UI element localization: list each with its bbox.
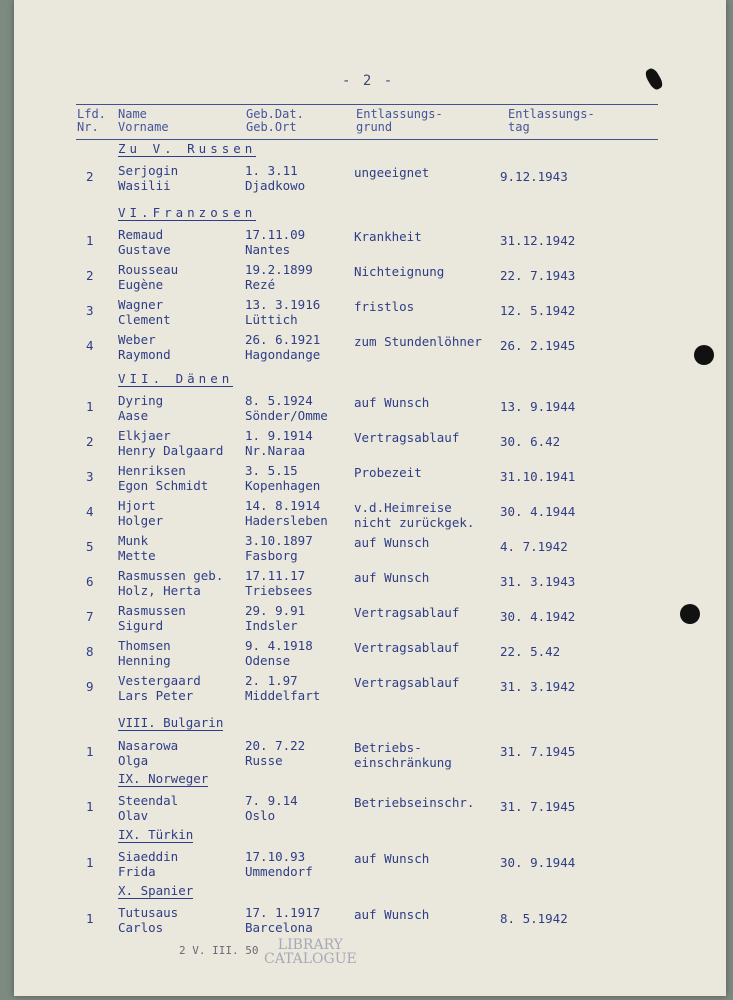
entry-tag: 30. 4.1944 xyxy=(500,504,576,519)
entry-vorname: Lars Peter xyxy=(118,688,194,703)
entry-nr: 6 xyxy=(86,574,94,589)
entry-geb-ort: Middelfart xyxy=(245,688,321,703)
entry-geb-dat: 2. 1.97 xyxy=(245,673,298,688)
entry-grund: auf Wunsch xyxy=(354,851,430,866)
entry-grund: fristlos xyxy=(354,299,415,314)
entry-name: Wagner xyxy=(118,297,164,312)
section-title: Zu V. Russen xyxy=(118,141,257,156)
entry-nr: 8 xyxy=(86,644,94,659)
entry-geb-ort: Sönder/Omme xyxy=(245,408,328,423)
entry-name: Rasmussen geb. xyxy=(118,568,224,583)
header-geb-line1: Geb.Dat. xyxy=(246,107,304,121)
entry-geb-dat: 17.10.93 xyxy=(245,849,306,864)
entry-geb-ort: Hagondange xyxy=(245,347,321,362)
entry-grund: Probezeit xyxy=(354,465,422,480)
entry-vorname: Raymond xyxy=(118,347,171,362)
header-name-line1: Name xyxy=(118,107,147,121)
entry-vorname: Holz, Herta xyxy=(118,583,201,598)
entry-vorname: Holger xyxy=(118,513,164,528)
entry-geb-dat: 17. 1.1917 xyxy=(245,905,321,920)
section-title: VII. Dänen xyxy=(118,371,234,386)
document-page xyxy=(14,0,726,996)
entry-geb-dat: 17.11.09 xyxy=(245,227,306,242)
entry-nr: 2 xyxy=(86,268,94,283)
entry-geb-ort: Hadersleben xyxy=(245,513,328,528)
stamp-date: 2 V. III. 50 xyxy=(179,944,259,957)
entry-geb-dat: 9. 4.1918 xyxy=(245,638,313,653)
entry-vorname: Gustave xyxy=(118,242,171,257)
entry-tag: 8. 5.1942 xyxy=(500,911,568,926)
entry-grund: Nichteignung xyxy=(354,264,445,279)
entry-geb-dat: 8. 5.1924 xyxy=(245,393,313,408)
entry-tag: 13. 9.1944 xyxy=(500,399,576,414)
entry-name: Rasmussen xyxy=(118,603,186,618)
entry-vorname: Carlos xyxy=(118,920,164,935)
entry-nr: 1 xyxy=(86,911,94,926)
entry-geb-dat: 1. 3.11 xyxy=(245,163,298,178)
entry-vorname: Clement xyxy=(118,312,171,327)
entry-geb-ort: Kopenhagen xyxy=(245,478,321,493)
entry-name: Thomsen xyxy=(118,638,171,653)
entry-nr: 5 xyxy=(86,539,94,554)
entry-vorname: Aase xyxy=(118,408,149,423)
section-title: X. Spanier xyxy=(118,883,194,898)
section-title: VIII. Bulgarin xyxy=(118,715,224,730)
header-lfd-line1: Lfd. xyxy=(77,107,106,121)
entry-geb-dat: 1. 9.1914 xyxy=(245,428,313,443)
entry-grund: Vertragsablauf xyxy=(354,675,460,690)
entry-grund: auf Wunsch xyxy=(354,907,430,922)
entry-tag: 30. 9.1944 xyxy=(500,855,576,870)
entry-geb-ort: Djadkowo xyxy=(245,178,306,193)
entry-name: Steendal xyxy=(118,793,179,808)
entry-grund: Vertragsablauf xyxy=(354,605,460,620)
entry-name: Tutusaus xyxy=(118,905,179,920)
entry-geb-ort: Nantes xyxy=(245,242,291,257)
entry-geb-ort: Odense xyxy=(245,653,291,668)
entry-nr: 2 xyxy=(86,434,94,449)
entry-geb-dat: 19.2.1899 xyxy=(245,262,313,277)
entry-tag: 22. 5.42 xyxy=(500,644,561,659)
entry-tag: 22. 7.1943 xyxy=(500,268,576,283)
entry-grund: auf Wunsch xyxy=(354,535,430,550)
entry-nr: 1 xyxy=(86,744,94,759)
entry-geb-dat: 3. 5.15 xyxy=(245,463,298,478)
entry-grund: Vertragsablauf xyxy=(354,640,460,655)
entry-geb-dat: 3.10.1897 xyxy=(245,533,313,548)
entry-tag: 30. 6.42 xyxy=(500,434,561,449)
entry-nr: 4 xyxy=(86,504,94,519)
entry-geb-dat: 14. 8.1914 xyxy=(245,498,321,513)
entry-grund: Krankheit xyxy=(354,229,422,244)
entry-nr: 4 xyxy=(86,338,94,353)
entry-geb-ort: Ummendorf xyxy=(245,864,313,879)
entry-geb-ort: Russe xyxy=(245,753,283,768)
entry-grund-line2: nicht zurückgek. xyxy=(354,515,475,530)
entry-geb-ort: Lüttich xyxy=(245,312,298,327)
page-number: - 2 - xyxy=(342,73,395,89)
entry-name: Remaud xyxy=(118,227,164,242)
entry-grund: auf Wunsch xyxy=(354,570,430,585)
entry-tag: 31.12.1942 xyxy=(500,233,576,248)
entry-nr: 2 xyxy=(86,169,94,184)
section-title: IX. Türkin xyxy=(118,827,194,842)
entry-nr: 1 xyxy=(86,799,94,814)
entry-geb-ort: Barcelona xyxy=(245,920,313,935)
entry-vorname: Henning xyxy=(118,653,171,668)
entry-name: Vestergaard xyxy=(118,673,201,688)
entry-tag: 31. 3.1942 xyxy=(500,679,576,694)
entry-nr: 9 xyxy=(86,679,94,694)
entry-grund: ungeeignet xyxy=(354,165,430,180)
entry-name: Weber xyxy=(118,332,156,347)
entry-geb-ort: Rezé xyxy=(245,277,276,292)
entry-name: Henriksen xyxy=(118,463,186,478)
entry-tag: 30. 4.1942 xyxy=(500,609,576,624)
entry-grund: auf Wunsch xyxy=(354,395,430,410)
header-geb-line2: Geb.Ort xyxy=(246,120,297,134)
stamp-line1: LIBRARY xyxy=(277,937,343,953)
entry-geb-dat: 26. 6.1921 xyxy=(245,332,321,347)
entry-vorname: Mette xyxy=(118,548,156,563)
entry-nr: 3 xyxy=(86,469,94,484)
entry-grund: zum Stundenlöhner xyxy=(354,334,482,349)
punch-hole-lower xyxy=(680,604,700,624)
entry-grund: Betriebseinschr. xyxy=(354,795,475,810)
entry-vorname: Henry Dalgaard xyxy=(118,443,224,458)
entry-tag: 26. 2.1945 xyxy=(500,338,576,353)
entry-name: Serjogin xyxy=(118,163,179,178)
entry-vorname: Frida xyxy=(118,864,156,879)
entry-tag: 31. 7.1945 xyxy=(500,799,576,814)
entry-geb-dat: 13. 3.1916 xyxy=(245,297,321,312)
entry-geb-dat: 17.11.17 xyxy=(245,568,306,583)
library-stamp xyxy=(264,938,357,966)
entry-tag: 31.10.1941 xyxy=(500,469,576,484)
entry-name: Dyring xyxy=(118,393,164,408)
table-header xyxy=(76,104,658,140)
entry-vorname: Eugène xyxy=(118,277,164,292)
entry-vorname: Sigurd xyxy=(118,618,164,633)
entry-geb-ort: Nr.Naraa xyxy=(245,443,306,458)
entry-vorname: Wasilii xyxy=(118,178,171,193)
entry-name: Siaeddin xyxy=(118,849,179,864)
entry-geb-ort: Indsler xyxy=(245,618,298,633)
header-grund-line2: grund xyxy=(356,120,393,134)
entry-name: Rousseau xyxy=(118,262,179,277)
entry-geb-ort: Triebsees xyxy=(245,583,313,598)
header-lfd-line2: Nr. xyxy=(77,120,99,134)
header-name-line2: Vorname xyxy=(118,120,169,134)
header-tag-line2: tag xyxy=(508,120,530,134)
entry-geb-dat: 7. 9.14 xyxy=(245,793,298,808)
stamp-line2: CATALOGUE xyxy=(264,951,357,967)
entry-grund-line2: einschränkung xyxy=(354,755,452,770)
entry-geb-dat: 29. 9.91 xyxy=(245,603,306,618)
entry-nr: 1 xyxy=(86,233,94,248)
entry-geb-dat: 20. 7.22 xyxy=(245,738,306,753)
entry-name: Munk xyxy=(118,533,149,548)
section-title: IX. Norweger xyxy=(118,771,209,786)
entry-name: Hjort xyxy=(118,498,156,513)
entry-geb-ort: Fasborg xyxy=(245,548,298,563)
entry-tag: 4. 7.1942 xyxy=(500,539,568,554)
entry-geb-ort: Oslo xyxy=(245,808,276,823)
corner-mark xyxy=(643,66,664,91)
entry-grund: Vertragsablauf xyxy=(354,430,460,445)
entry-vorname: Olga xyxy=(118,753,149,768)
header-grund-line1: Entlassungs- xyxy=(356,107,443,121)
entry-vorname: Egon Schmidt xyxy=(118,478,209,493)
entry-nr: 1 xyxy=(86,855,94,870)
punch-hole-upper xyxy=(694,345,714,365)
entry-tag: 9.12.1943 xyxy=(500,169,568,184)
entry-tag: 31. 7.1945 xyxy=(500,744,576,759)
entry-nr: 7 xyxy=(86,609,94,624)
entry-grund: v.d.Heimreise xyxy=(354,500,452,515)
entry-vorname: Olav xyxy=(118,808,149,823)
section-title: VI.Franzosen xyxy=(118,205,257,220)
header-tag-line1: Entlassungs- xyxy=(508,107,595,121)
entry-nr: 3 xyxy=(86,303,94,318)
entry-nr: 1 xyxy=(86,399,94,414)
entry-grund: Betriebs- xyxy=(354,740,422,755)
entry-name: Nasarowa xyxy=(118,738,179,753)
entry-tag: 12. 5.1942 xyxy=(500,303,576,318)
entry-name: Elkjaer xyxy=(118,428,171,443)
entry-tag: 31. 3.1943 xyxy=(500,574,576,589)
